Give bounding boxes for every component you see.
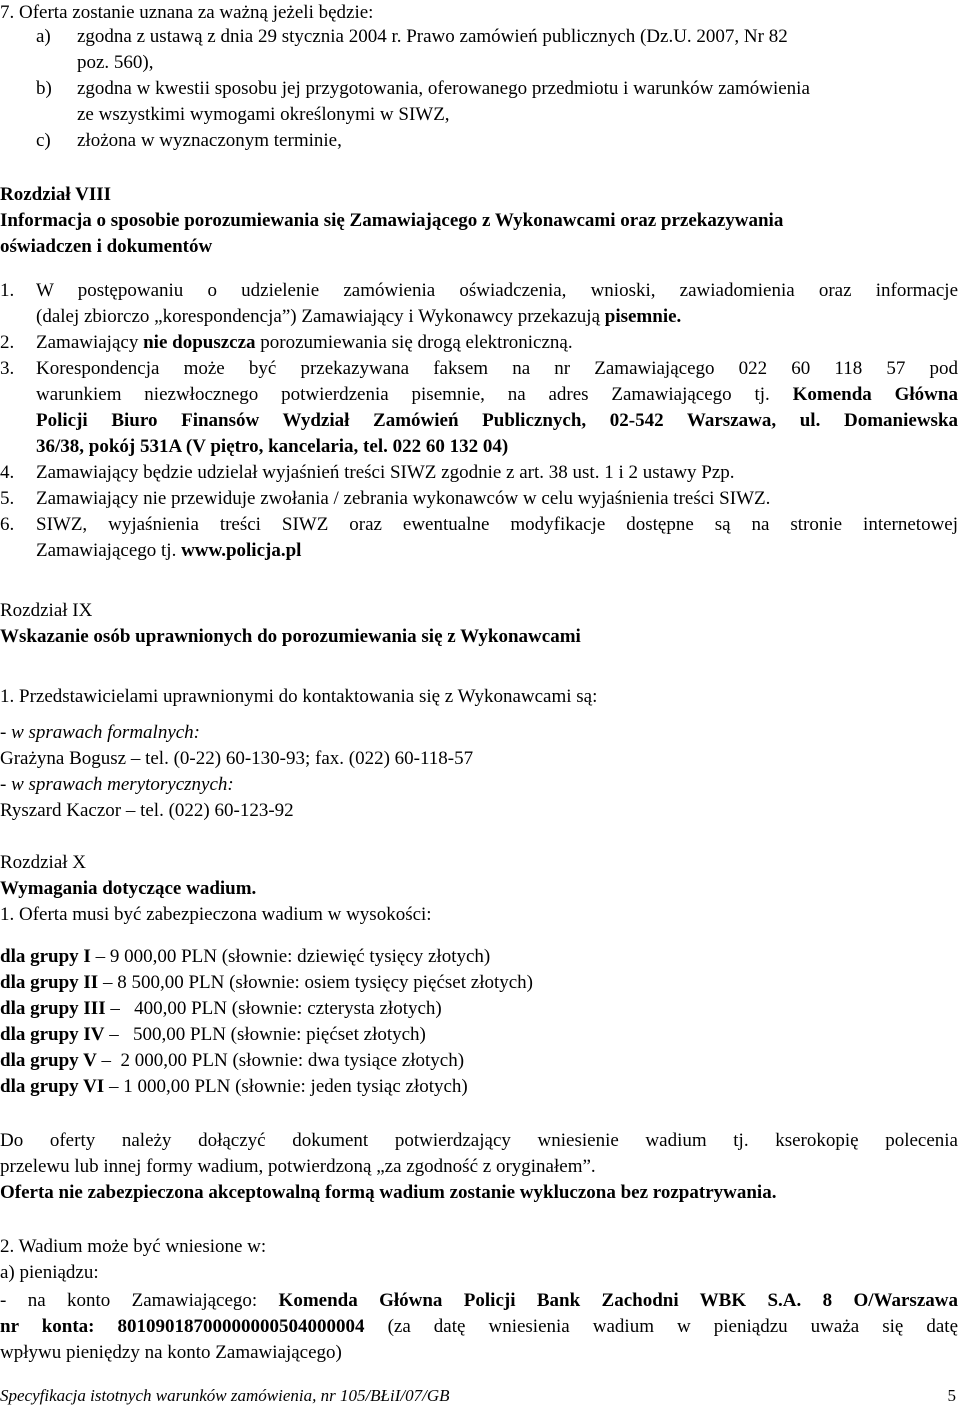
item-text: poz. 560), [77, 52, 154, 73]
text-run-bold: Domaniewska [844, 410, 959, 431]
paragraph-text: Zamawiający nie przewiduje zwołania / zebrania wykonawców w celu wyjaśnienia treści SIWZ. [36, 488, 771, 509]
chapter-8-title: Informacja o sposobie porozumiewania się Zamawiającego z Wykonawcami oraz przekazywania [0, 210, 784, 231]
group-dash: – [105, 998, 135, 1019]
item-label: c) [36, 130, 51, 151]
group-amount: 1 000,00 PLN (słownie: jeden tysiąc złotych) [123, 1076, 468, 1097]
wadium-group-line [0, 996, 958, 1022]
group-label: dla grupy IV [0, 1024, 105, 1045]
group-dash: – [90, 946, 110, 967]
paragraph-text: W postępowaniu o udzielenie zamówienia oświadczenia, wnioski, zawiadomienia oraz informacje [36, 280, 958, 301]
attachment-requirement: Do oferty należy dołączyć dokument potwierdzający wniesienie wadium tj. kserokopię polecenia [0, 1130, 958, 1151]
paragraph-text [36, 330, 958, 356]
bank-account-number-line [0, 1314, 958, 1340]
chapter-9-title: Wskazanie osób uprawnionych do porozumiewania się z Wykonawcami [0, 626, 581, 647]
chapter-10-heading: Rozdział X [0, 852, 87, 873]
group-label: dla grupy VI [0, 1076, 105, 1097]
merit-contact-person: Ryszard Kaczor – tel. (022) 60-123-92 [0, 800, 294, 821]
payment-form-money: a) pieniądzu: [0, 1262, 99, 1283]
paragraph-number: 6. [0, 514, 15, 535]
group-amount: 400,00 PLN (słownie: czterysta złotych) [134, 998, 442, 1019]
item-text: ze wszystkimi wymogami określonymi w SIWZ, [77, 104, 450, 125]
bank-account-line [0, 1288, 958, 1314]
bank-account-note: wpływu pieniędzy na konto Zamawiającego) [0, 1342, 342, 1363]
wadium-group-line [0, 1022, 958, 1048]
ch8-paragraph-4 [0, 460, 958, 486]
ch9-paragraph-1: 1. Przedstawicielami uprawnionymi do kontaktowania się z Wykonawcami są: [0, 686, 598, 707]
text-run-bold: pisemnie. [604, 306, 682, 327]
wadium-group-line [0, 1048, 958, 1074]
paragraph-text: Zamawiający będzie udzielał wyjaśnień treści SIWZ zgodnie z art. 38 ust. 1 i 2 ustawy Pzp. [36, 462, 735, 483]
ch8-paragraph-2 [0, 330, 958, 356]
group-amount: 8 500,00 PLN (słownie: osiem tysięcy pięćset złotych) [117, 972, 534, 993]
ch8-paragraph-5 [0, 486, 958, 512]
group-dash: – [104, 1024, 134, 1045]
merit-matters-label: - w sprawach merytorycznych: [0, 774, 234, 795]
paragraph-number: 1. [0, 280, 15, 301]
item-text: zgodna w kwestii sposobu jej przygotowania, oferowanego przedmiotu i warunków zamówienia [77, 78, 810, 99]
text-run: warunkiem niezwłocznego potwierdzenia pisemnie, na adres Zamawiającego tj. [36, 384, 793, 405]
ch8-paragraph-1 [0, 278, 958, 304]
text-run: (dalej zbiorczo „korespondencja”) Zamawiający i Wykonawcy przekazują [36, 306, 605, 327]
text-run: - na konto Zamawiającego: [0, 1290, 279, 1311]
ch8-paragraph-6 [0, 512, 958, 538]
group-amount: 9 000,00 PLN (słownie: dziewięć tysięcy złotych) [109, 946, 491, 967]
group-label: dla grupy I [0, 946, 91, 967]
chapter-10-title: Wymagania dotyczące wadium. [0, 878, 257, 899]
group-amount: 500,00 PLN (słownie: pięćset złotych) [133, 1024, 426, 1045]
ch8-paragraph-3 [0, 356, 958, 382]
paragraph-text: SIWZ, wyjaśnienia treści SIWZ oraz ewentualne modyfikacje dostępne są na stronie internetowej [36, 514, 958, 535]
footer-text: Specyfikacja istotnych warunków zamówienia, nr 105/BŁiI/07/GB [0, 1386, 450, 1405]
formal-contact-person: Grażyna Bogusz – tel. (0-22) 60-130-93; fax. (022) 60-118-57 [0, 748, 474, 769]
group-label: dla grupy III [0, 998, 106, 1019]
item-label: a) [36, 26, 51, 47]
paragraph-text [36, 304, 958, 330]
text-run-bold: Policji Biuro Finansów Wydział Zamówień Publicznych, 02-542 Warszawa, ul. [36, 410, 821, 431]
section-7-title: 7. Oferta zostanie uznana za ważną jeżeli będzie: [0, 2, 374, 23]
wadium-group-line [0, 944, 958, 970]
group-label: dla grupy II [0, 972, 99, 993]
wadium-group-line [0, 1074, 958, 1100]
chapter-8-heading: Rozdział VIII [0, 184, 112, 205]
paragraph-number: 2. [0, 332, 15, 353]
page-number: 5 [947, 1386, 956, 1405]
group-dash: – [104, 1076, 124, 1097]
formal-matters-label: - w sprawach formalnych: [0, 722, 201, 743]
bank-name: Komenda Główna Policji Bank Zachodni WBK S.A. 8 O/Warszawa [278, 1290, 958, 1311]
website-link[interactable]: www.policja.pl [181, 540, 302, 561]
item-label: b) [36, 78, 52, 99]
text-run-bold: Komenda Główna [792, 384, 958, 405]
paragraph-number: 3. [0, 358, 15, 379]
paragraph-number: 4. [0, 462, 15, 483]
text-run-bold: nie dopuszcza [143, 332, 256, 353]
item-text: złożona w wyznaczonym terminie, [77, 130, 342, 151]
paragraph-text [36, 408, 958, 434]
paragraph-number: 5. [0, 488, 15, 509]
rejection-notice: Oferta nie zabezpieczona akceptowalną formą wadium zostanie wykluczona bez rozpatrywania. [0, 1182, 777, 1203]
item-text: zgodna z ustawą z dnia 29 stycznia 2004 r. Prawo zamówień publicznych (Dz.U. 2007, Nr 82 [77, 26, 788, 47]
group-label: dla grupy V [0, 1050, 97, 1071]
chapter-9-heading: Rozdział IX [0, 600, 93, 621]
paragraph-text [36, 538, 958, 564]
text-run: (za datę wniesienia wadium w pieniądzu uważa się datę [364, 1316, 959, 1337]
group-dash: – [98, 972, 118, 993]
attachment-requirement-cont: przelewu lub innej formy wadium, potwierdzoną „za zgodność z oryginałem”. [0, 1156, 596, 1177]
text-run: porozumiewania się drogą elektroniczną. [255, 332, 573, 353]
paragraph-text [36, 382, 958, 408]
paragraph-text: 36/38, pokój 531A (V piętro, kancelaria, tel. 022 60 132 04) [36, 436, 509, 457]
ch10-paragraph-2: 2. Wadium może być wniesione w: [0, 1236, 267, 1257]
group-dash: – [96, 1050, 121, 1071]
paragraph-text: Korespondencja może być przekazywana faksem na nr Zamawiającego 022 60 118 57 pod [36, 358, 958, 379]
account-number: nr konta: 80109018700000000504000004 [0, 1316, 365, 1337]
text-run: Zamawiającego tj. [36, 540, 182, 561]
text-run: Zamawiający [36, 332, 144, 353]
group-amount: 2 000,00 PLN (słownie: dwa tysiące złotych) [120, 1050, 465, 1071]
wadium-group-line [0, 970, 958, 996]
page-footer [0, 1383, 958, 1409]
ch10-paragraph-1: 1. Oferta musi być zabezpieczona wadium w wysokości: [0, 904, 432, 925]
chapter-8-title-cont: oświadczen i dokumentów [0, 236, 213, 257]
